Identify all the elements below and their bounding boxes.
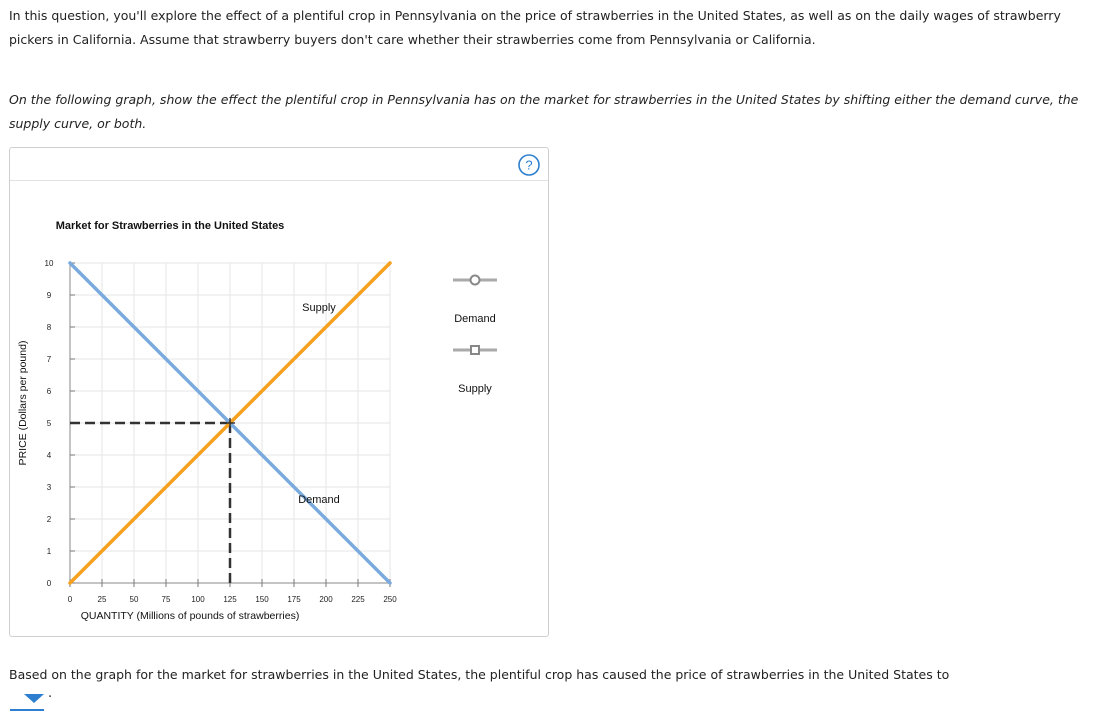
dropdown-arrow-icon bbox=[24, 694, 44, 703]
supply-curve-label: Supply bbox=[302, 302, 336, 314]
y-tick-label: 0 bbox=[46, 579, 52, 588]
y-tick-label: 1 bbox=[46, 547, 52, 556]
chart-title: Market for Strawberries in the United States bbox=[55, 220, 285, 232]
help-icon-label: ? bbox=[525, 157, 533, 173]
y-tick-label: 8 bbox=[46, 323, 52, 332]
x-tick-label: 250 bbox=[383, 595, 397, 604]
demand-curve-label: Demand bbox=[298, 494, 340, 506]
x-tick-label: 50 bbox=[129, 595, 139, 604]
intro-text: In this question, you'll explore the effect of a plentiful crop in Pennsylvania on the price of strawberries in the United States, as well as on the daily wages of strawberry pickers in California. Assume that strawberry buyers don't care whether their strawberries come from Pennsylvania or California. bbox=[9, 8, 1061, 47]
price-change-dropdown[interactable] bbox=[10, 689, 44, 711]
legend-supply-label: Supply bbox=[458, 383, 492, 395]
conclusion-text: Based on the graph for the market for strawberries in the United States, the plentiful crop has caused the price of strawberries in the United States to bbox=[9, 667, 950, 682]
x-tick-label: 150 bbox=[255, 595, 269, 604]
y-tick-label: 3 bbox=[46, 483, 52, 492]
x-tick-label: 225 bbox=[351, 595, 365, 604]
legend-demand-label: Demand bbox=[454, 313, 496, 325]
x-axis-label: QUANTITY (Millions of pounds of strawberries) bbox=[80, 610, 300, 622]
strawberry-market-chart[interactable] bbox=[10, 148, 550, 638]
x-tick-label: 175 bbox=[287, 595, 301, 604]
graph-panel bbox=[9, 147, 549, 637]
instruction-text: On the following graph, show the effect the plentiful crop in Pennsylvania has on the market for strawberries in the United States by shifting either the demand curve, the supply curve, or both. bbox=[9, 92, 1079, 131]
trailing-period: . bbox=[48, 686, 53, 701]
y-tick-label: 7 bbox=[46, 355, 52, 364]
y-tick-label: 9 bbox=[46, 291, 52, 300]
x-tick-label: 200 bbox=[319, 595, 333, 604]
x-tick-label: 125 bbox=[223, 595, 237, 604]
legend-supply-marker-icon bbox=[471, 346, 479, 354]
help-button[interactable] bbox=[518, 154, 540, 176]
y-tick-label: 2 bbox=[46, 515, 52, 524]
y-tick-label: 10 bbox=[44, 259, 54, 268]
x-tick-label: 75 bbox=[161, 595, 171, 604]
y-tick-label: 6 bbox=[46, 387, 52, 396]
x-tick-label: 25 bbox=[97, 595, 107, 604]
x-tick-label: 100 bbox=[191, 595, 205, 604]
y-tick-label: 4 bbox=[46, 451, 52, 460]
legend-demand-marker-icon bbox=[471, 276, 480, 285]
y-axis-label: PRICE (Dollars per pound) bbox=[17, 340, 29, 466]
y-tick-label: 5 bbox=[46, 419, 52, 428]
x-tick-label: 0 bbox=[67, 595, 73, 604]
